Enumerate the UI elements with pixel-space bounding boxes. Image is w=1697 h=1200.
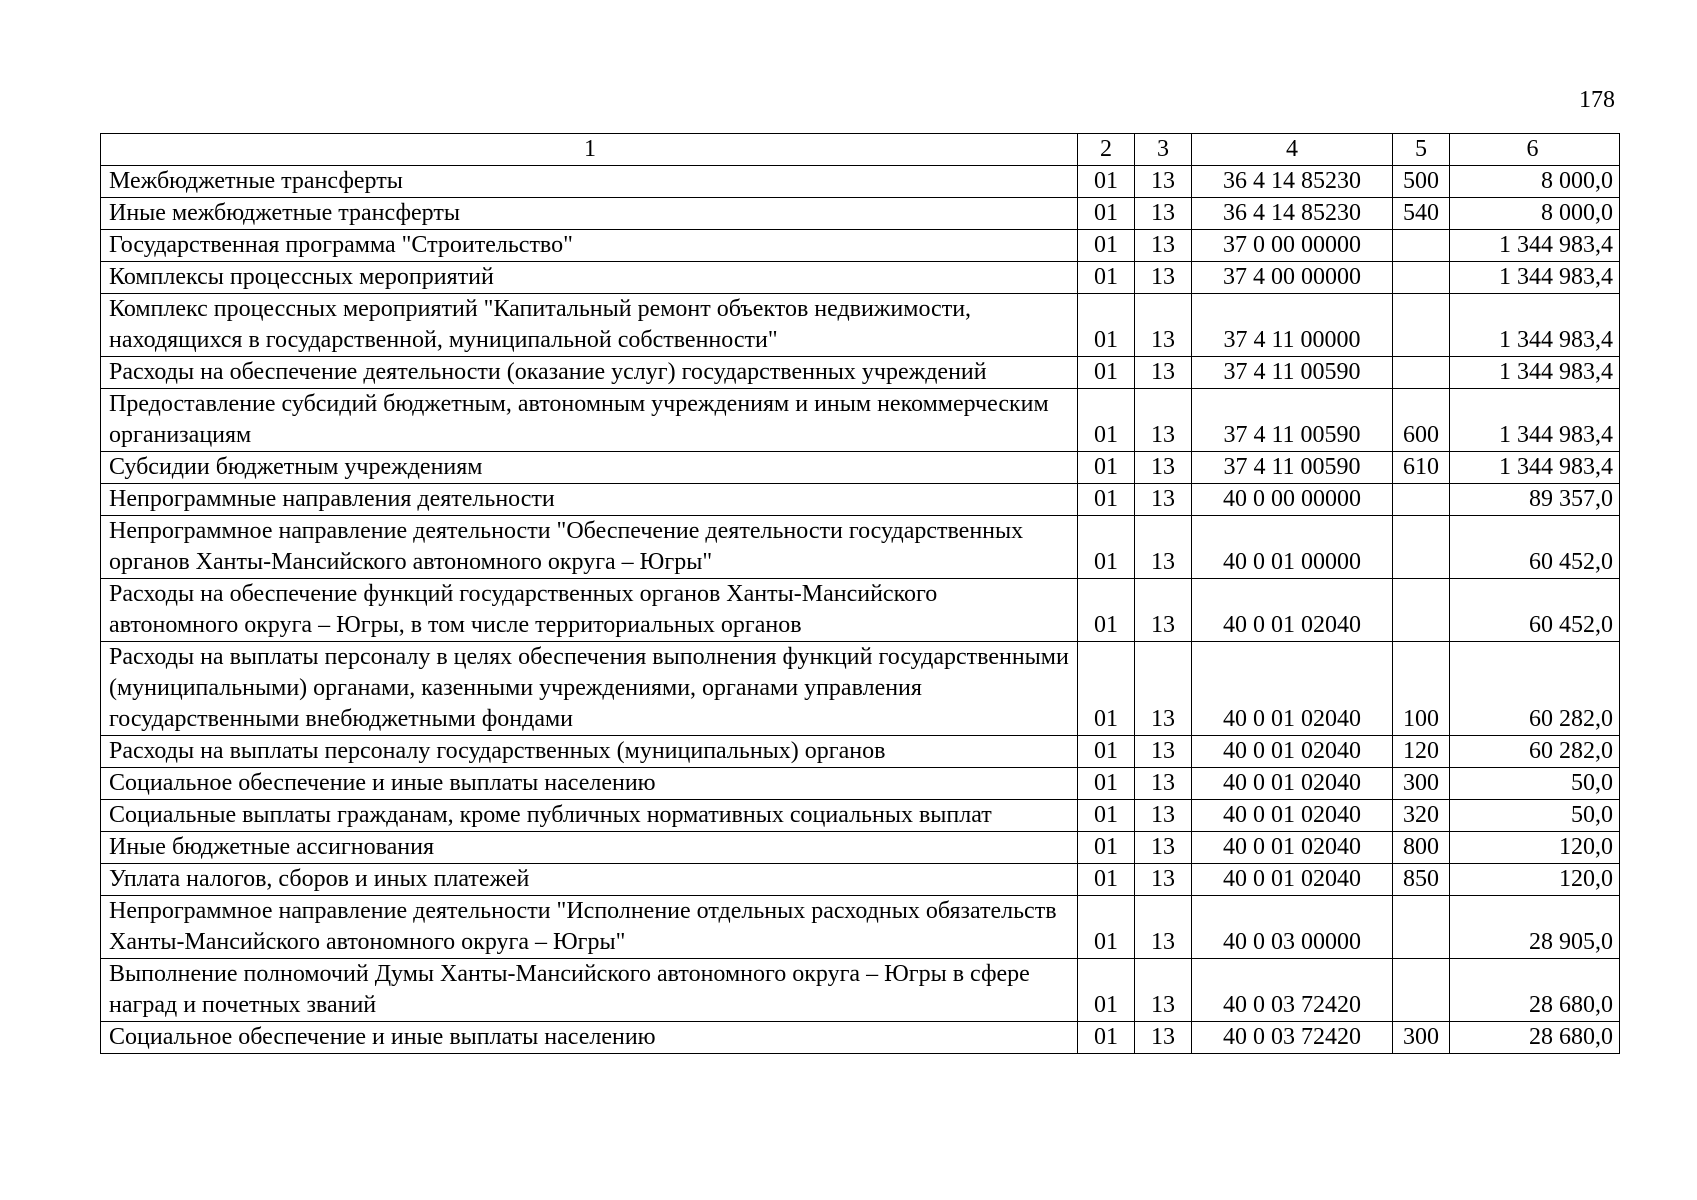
table-row: [101, 516, 1620, 579]
table-row: [101, 198, 1620, 230]
table-row: [101, 864, 1620, 896]
row-target-article-cell: 40 0 00 00000: [1192, 484, 1393, 516]
row-name-cell: Расходы на обеспечение деятельности (оказание услуг) государственных учреждений: [101, 357, 1078, 389]
row-subsection-cell: 13: [1135, 357, 1192, 389]
row-expense-type-cell: [1393, 959, 1450, 1022]
row-section-cell: 01: [1078, 166, 1135, 198]
header-cell: 6: [1450, 134, 1620, 166]
row-subsection-cell: 13: [1135, 262, 1192, 294]
row-subsection-cell: 13: [1135, 198, 1192, 230]
row-amount-cell: 60 452,0: [1450, 516, 1620, 579]
row-expense-type-cell: 610: [1393, 452, 1450, 484]
row-amount-cell: 1 344 983,4: [1450, 294, 1620, 357]
table-row: [101, 768, 1620, 800]
row-expense-type-cell: [1393, 262, 1450, 294]
row-section-cell: 01: [1078, 832, 1135, 864]
row-expense-type-cell: 540: [1393, 198, 1450, 230]
row-expense-type-cell: 100: [1393, 642, 1450, 736]
row-section-cell: 01: [1078, 389, 1135, 452]
row-amount-cell: 60 282,0: [1450, 642, 1620, 736]
row-subsection-cell: 13: [1135, 736, 1192, 768]
row-amount-cell: 120,0: [1450, 864, 1620, 896]
table-row: [101, 1022, 1620, 1054]
row-section-cell: 01: [1078, 800, 1135, 832]
row-amount-cell: 1 344 983,4: [1450, 262, 1620, 294]
row-section-cell: 01: [1078, 294, 1135, 357]
header-cell: 4: [1192, 134, 1393, 166]
row-section-cell: 01: [1078, 959, 1135, 1022]
row-target-article-cell: 40 0 03 72420: [1192, 959, 1393, 1022]
row-section-cell: 01: [1078, 262, 1135, 294]
row-target-article-cell: 40 0 01 02040: [1192, 642, 1393, 736]
header-cell: 5: [1393, 134, 1450, 166]
row-subsection-cell: 13: [1135, 959, 1192, 1022]
row-target-article-cell: 40 0 01 02040: [1192, 800, 1393, 832]
row-amount-cell: 120,0: [1450, 832, 1620, 864]
row-name-cell: Расходы на выплаты персоналу государственных (муниципальных) органов: [101, 736, 1078, 768]
row-target-article-cell: 36 4 14 85230: [1192, 166, 1393, 198]
table-row: [101, 262, 1620, 294]
row-target-article-cell: 37 4 11 00590: [1192, 452, 1393, 484]
row-name-cell: Непрограммное направление деятельности "Обеспечение деятельности государственных органов Ханты-Мансийского автономного округа – Югры": [101, 516, 1078, 579]
row-subsection-cell: 13: [1135, 832, 1192, 864]
row-expense-type-cell: 600: [1393, 389, 1450, 452]
row-target-article-cell: 36 4 14 85230: [1192, 198, 1393, 230]
table-row: [101, 484, 1620, 516]
row-subsection-cell: 13: [1135, 166, 1192, 198]
row-section-cell: 01: [1078, 896, 1135, 959]
row-amount-cell: 1 344 983,4: [1450, 357, 1620, 389]
table-row: [101, 166, 1620, 198]
table-row: [101, 230, 1620, 262]
table-row: [101, 832, 1620, 864]
row-target-article-cell: 40 0 01 02040: [1192, 579, 1393, 642]
row-name-cell: Государственная программа "Строительство": [101, 230, 1078, 262]
row-name-cell: Выполнение полномочий Думы Ханты-Мансийского автономного округа – Югры в сфере наград и почетных званий: [101, 959, 1078, 1022]
row-target-article-cell: 40 0 01 02040: [1192, 768, 1393, 800]
row-target-article-cell: 37 4 11 00590: [1192, 389, 1393, 452]
row-name-cell: Социальное обеспечение и иные выплаты населению: [101, 768, 1078, 800]
row-section-cell: 01: [1078, 736, 1135, 768]
row-subsection-cell: 13: [1135, 516, 1192, 579]
table-row: [101, 896, 1620, 959]
row-expense-type-cell: [1393, 484, 1450, 516]
row-target-article-cell: 37 0 00 00000: [1192, 230, 1393, 262]
row-expense-type-cell: 300: [1393, 1022, 1450, 1054]
row-amount-cell: 89 357,0: [1450, 484, 1620, 516]
row-name-cell: Комплекс процессных мероприятий "Капитальный ремонт объектов недвижимости, находящихся в государственной, муниципальной собственности": [101, 294, 1078, 357]
row-amount-cell: 60 452,0: [1450, 579, 1620, 642]
row-expense-type-cell: [1393, 294, 1450, 357]
row-section-cell: 01: [1078, 357, 1135, 389]
row-target-article-cell: 40 0 01 02040: [1192, 864, 1393, 896]
row-target-article-cell: 40 0 03 72420: [1192, 1022, 1393, 1054]
row-name-cell: Иные межбюджетные трансферты: [101, 198, 1078, 230]
table-row: [101, 736, 1620, 768]
row-subsection-cell: 13: [1135, 452, 1192, 484]
row-name-cell: Расходы на выплаты персоналу в целях обеспечения выполнения функций государственными (муниципальными) органами, казенными учреждениями, органами управления государственными внебюджетными фондами: [101, 642, 1078, 736]
table-header-row: [101, 134, 1620, 166]
header-cell: 2: [1078, 134, 1135, 166]
row-name-cell: Уплата налогов, сборов и иных платежей: [101, 864, 1078, 896]
table-row: [101, 800, 1620, 832]
row-target-article-cell: 40 0 01 00000: [1192, 516, 1393, 579]
row-expense-type-cell: [1393, 357, 1450, 389]
row-section-cell: 01: [1078, 516, 1135, 579]
row-section-cell: 01: [1078, 864, 1135, 896]
row-amount-cell: 8 000,0: [1450, 166, 1620, 198]
row-expense-type-cell: 500: [1393, 166, 1450, 198]
row-section-cell: 01: [1078, 1022, 1135, 1054]
row-name-cell: Иные бюджетные ассигнования: [101, 832, 1078, 864]
row-expense-type-cell: [1393, 579, 1450, 642]
row-name-cell: Социальные выплаты гражданам, кроме публичных нормативных социальных выплат: [101, 800, 1078, 832]
row-section-cell: 01: [1078, 198, 1135, 230]
row-subsection-cell: 13: [1135, 768, 1192, 800]
row-subsection-cell: 13: [1135, 579, 1192, 642]
row-expense-type-cell: [1393, 516, 1450, 579]
row-section-cell: 01: [1078, 484, 1135, 516]
row-amount-cell: 1 344 983,4: [1450, 452, 1620, 484]
row-name-cell: Социальное обеспечение и иные выплаты населению: [101, 1022, 1078, 1054]
row-name-cell: Субсидии бюджетным учреждениям: [101, 452, 1078, 484]
row-name-cell: Непрограммные направления деятельности: [101, 484, 1078, 516]
row-section-cell: 01: [1078, 579, 1135, 642]
row-expense-type-cell: 120: [1393, 736, 1450, 768]
row-section-cell: 01: [1078, 230, 1135, 262]
table-row: [101, 294, 1620, 357]
row-amount-cell: 28 680,0: [1450, 1022, 1620, 1054]
page-number: 178: [1579, 87, 1615, 113]
row-amount-cell: 28 680,0: [1450, 959, 1620, 1022]
row-subsection-cell: 13: [1135, 896, 1192, 959]
row-section-cell: 01: [1078, 642, 1135, 736]
table-row: [101, 642, 1620, 736]
row-target-article-cell: 37 4 11 00000: [1192, 294, 1393, 357]
row-target-article-cell: 40 0 03 00000: [1192, 896, 1393, 959]
row-amount-cell: 28 905,0: [1450, 896, 1620, 959]
table-row: [101, 389, 1620, 452]
row-amount-cell: 8 000,0: [1450, 198, 1620, 230]
row-section-cell: 01: [1078, 768, 1135, 800]
row-subsection-cell: 13: [1135, 230, 1192, 262]
row-target-article-cell: 37 4 00 00000: [1192, 262, 1393, 294]
row-expense-type-cell: 850: [1393, 864, 1450, 896]
header-cell: 1: [101, 134, 1078, 166]
table-row: [101, 452, 1620, 484]
row-amount-cell: 50,0: [1450, 800, 1620, 832]
row-name-cell: Комплексы процессных мероприятий: [101, 262, 1078, 294]
row-subsection-cell: 13: [1135, 642, 1192, 736]
row-name-cell: Предоставление субсидий бюджетным, автономным учреждениям и иным некоммерческим организациям: [101, 389, 1078, 452]
row-expense-type-cell: 300: [1393, 768, 1450, 800]
row-subsection-cell: 13: [1135, 1022, 1192, 1054]
budget-table: [100, 133, 1620, 1054]
row-expense-type-cell: 800: [1393, 832, 1450, 864]
row-subsection-cell: 13: [1135, 294, 1192, 357]
row-target-article-cell: 40 0 01 02040: [1192, 736, 1393, 768]
row-amount-cell: 1 344 983,4: [1450, 389, 1620, 452]
row-amount-cell: 60 282,0: [1450, 736, 1620, 768]
row-target-article-cell: 40 0 01 02040: [1192, 832, 1393, 864]
row-expense-type-cell: [1393, 896, 1450, 959]
row-expense-type-cell: [1393, 230, 1450, 262]
row-expense-type-cell: 320: [1393, 800, 1450, 832]
table-row: [101, 579, 1620, 642]
row-target-article-cell: 37 4 11 00590: [1192, 357, 1393, 389]
row-subsection-cell: 13: [1135, 389, 1192, 452]
table-row: [101, 959, 1620, 1022]
row-name-cell: Расходы на обеспечение функций государственных органов Ханты-Мансийского автономного округа – Югры, в том числе территориальных органов: [101, 579, 1078, 642]
header-cell: 3: [1135, 134, 1192, 166]
row-subsection-cell: 13: [1135, 800, 1192, 832]
row-subsection-cell: 13: [1135, 864, 1192, 896]
row-subsection-cell: 13: [1135, 484, 1192, 516]
row-name-cell: Межбюджетные трансферты: [101, 166, 1078, 198]
row-name-cell: Непрограммное направление деятельности "Исполнение отдельных расходных обязательств Ханты-Мансийского автономного округа – Югры": [101, 896, 1078, 959]
table-row: [101, 357, 1620, 389]
row-amount-cell: 1 344 983,4: [1450, 230, 1620, 262]
row-amount-cell: 50,0: [1450, 768, 1620, 800]
row-section-cell: 01: [1078, 452, 1135, 484]
